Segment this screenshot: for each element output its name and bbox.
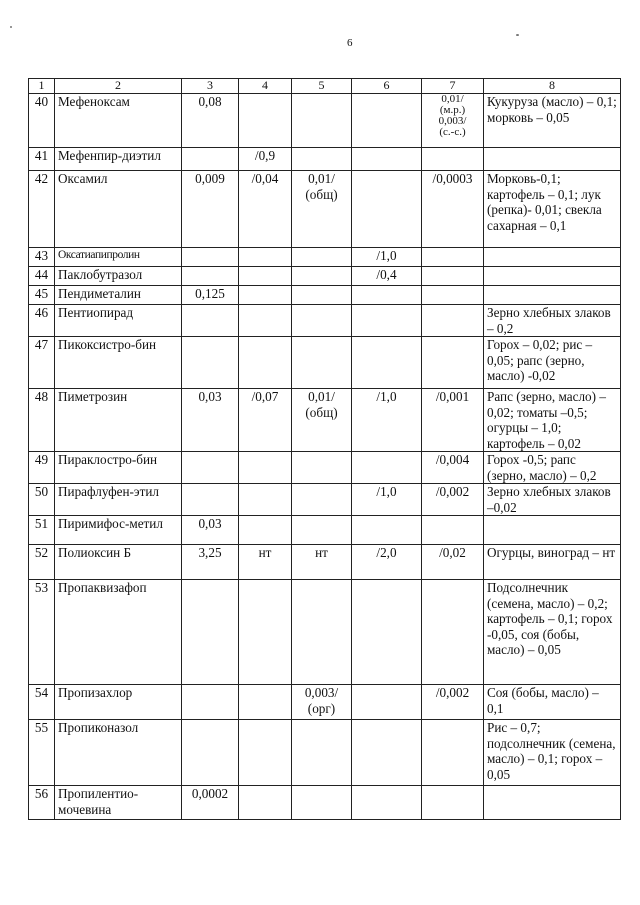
substance-name: Пропиконазол xyxy=(55,720,182,786)
cell-col4 xyxy=(239,580,292,685)
cell-col3: 0,125 xyxy=(182,286,239,305)
table-row xyxy=(29,305,621,337)
cell-col3 xyxy=(182,452,239,484)
cell-crops xyxy=(484,516,621,545)
table-row xyxy=(29,248,621,267)
cell-col3: 3,25 xyxy=(182,545,239,580)
cell-col3: 0,08 xyxy=(182,94,239,148)
page-number: 6 xyxy=(347,37,353,49)
cell-col6: /0,4 xyxy=(352,267,422,286)
data-table xyxy=(28,78,621,820)
cell-col5 xyxy=(292,248,352,267)
cell-crops xyxy=(484,286,621,305)
cell-crops: Зерно хлебных злаков – 0,2 xyxy=(484,305,621,337)
cell-col7 xyxy=(422,337,484,389)
cell-col7 xyxy=(422,786,484,820)
cell-col3: 0,009 xyxy=(182,171,239,248)
cell-col3 xyxy=(182,580,239,685)
cell-col3 xyxy=(182,720,239,786)
table-row xyxy=(29,94,621,148)
column-header: 5 xyxy=(292,79,352,94)
substance-name: Пропаквизафоп xyxy=(55,580,182,685)
scan-speck xyxy=(516,34,519,36)
header-row xyxy=(29,79,621,94)
cell-col4 xyxy=(239,685,292,720)
cell-col4: /0,07 xyxy=(239,389,292,452)
cell-col5 xyxy=(292,148,352,171)
row-number: 45 xyxy=(29,286,55,305)
substance-name: Оксамил xyxy=(55,171,182,248)
cell-col7 xyxy=(422,148,484,171)
row-number: 41 xyxy=(29,148,55,171)
cell-col6 xyxy=(352,516,422,545)
cell-col3 xyxy=(182,337,239,389)
cell-col7 xyxy=(422,248,484,267)
row-number: 50 xyxy=(29,484,55,516)
substance-name: Паклобутразол xyxy=(55,267,182,286)
cell-col5: 0,003/ (орг) xyxy=(292,685,352,720)
cell-col6 xyxy=(352,580,422,685)
cell-col3 xyxy=(182,148,239,171)
cell-col3 xyxy=(182,685,239,720)
cell-col5: 0,01/ (общ) xyxy=(292,389,352,452)
substance-name: Оксатиапипролин xyxy=(55,248,182,267)
row-number: 53 xyxy=(29,580,55,685)
cell-col4 xyxy=(239,286,292,305)
cell-col6 xyxy=(352,685,422,720)
cell-col4 xyxy=(239,452,292,484)
cell-col6: /1,0 xyxy=(352,389,422,452)
column-header: 1 xyxy=(29,79,55,94)
cell-col6 xyxy=(352,720,422,786)
cell-col7 xyxy=(422,516,484,545)
cell-col5 xyxy=(292,720,352,786)
table-row xyxy=(29,148,621,171)
cell-col3: 0,03 xyxy=(182,389,239,452)
cell-col4 xyxy=(239,305,292,337)
substance-name: Пропилентио-мочевина xyxy=(55,786,182,820)
cell-crops: Рис – 0,7; подсолнечник (семена, масло) – 0,1; горох – 0,05 xyxy=(484,720,621,786)
cell-col7 xyxy=(422,267,484,286)
column-header: 8 xyxy=(484,79,621,94)
row-number: 52 xyxy=(29,545,55,580)
cell-col5: 0,01/ (общ) xyxy=(292,171,352,248)
cell-crops xyxy=(484,248,621,267)
cell-col7 xyxy=(422,305,484,337)
cell-crops: Подсолнечник (семена, масло) – 0,2; картофель – 0,1; горох -0,05, соя (бобы, масло) – 0,05 xyxy=(484,580,621,685)
cell-col5 xyxy=(292,484,352,516)
cell-col3: 0,0002 xyxy=(182,786,239,820)
table-row xyxy=(29,580,621,685)
cell-crops: Горох – 0,02; рис – 0,05; рапс (зерно, масло) -0,02 xyxy=(484,337,621,389)
table-row xyxy=(29,545,621,580)
cell-col5 xyxy=(292,305,352,337)
table-row xyxy=(29,171,621,248)
cell-col5: нт xyxy=(292,545,352,580)
row-number: 48 xyxy=(29,389,55,452)
cell-col7: 0,01/ (м.р.) 0,003/ (с.-с.) xyxy=(422,94,484,148)
cell-col4 xyxy=(239,248,292,267)
cell-col7: /0,0003 xyxy=(422,171,484,248)
cell-col4 xyxy=(239,94,292,148)
column-header: 4 xyxy=(239,79,292,94)
cell-col5 xyxy=(292,94,352,148)
column-header: 2 xyxy=(55,79,182,94)
table-row xyxy=(29,484,621,516)
cell-col6 xyxy=(352,94,422,148)
table-row xyxy=(29,685,621,720)
cell-crops xyxy=(484,148,621,171)
cell-crops xyxy=(484,786,621,820)
table-row xyxy=(29,516,621,545)
table-row xyxy=(29,267,621,286)
row-number: 56 xyxy=(29,786,55,820)
substance-name: Мефенпир-диэтил xyxy=(55,148,182,171)
column-header: 6 xyxy=(352,79,422,94)
row-number: 43 xyxy=(29,248,55,267)
table-row xyxy=(29,452,621,484)
cell-col5 xyxy=(292,786,352,820)
column-header: 7 xyxy=(422,79,484,94)
table-row xyxy=(29,389,621,452)
cell-col4 xyxy=(239,786,292,820)
cell-col5 xyxy=(292,516,352,545)
row-number: 54 xyxy=(29,685,55,720)
cell-col6: /1,0 xyxy=(352,248,422,267)
table-row xyxy=(29,337,621,389)
cell-col7: /0,001 xyxy=(422,389,484,452)
cell-crops: Зерно хлебных злаков –0,02 xyxy=(484,484,621,516)
cell-col5 xyxy=(292,286,352,305)
cell-col6: /2,0 xyxy=(352,545,422,580)
cell-crops: Рапс (зерно, масло) –0,02; томаты –0,5; огурцы – 1,0; картофель – 0,02 xyxy=(484,389,621,452)
cell-col4: /0,9 xyxy=(239,148,292,171)
substance-name: Пендиметалин xyxy=(55,286,182,305)
substance-name: Пиримифос-метил xyxy=(55,516,182,545)
table-row xyxy=(29,720,621,786)
cell-col6 xyxy=(352,171,422,248)
row-number: 40 xyxy=(29,94,55,148)
cell-col5 xyxy=(292,337,352,389)
cell-col5 xyxy=(292,267,352,286)
substance-name: Мефеноксам xyxy=(55,94,182,148)
row-number: 44 xyxy=(29,267,55,286)
cell-col7 xyxy=(422,580,484,685)
substance-name: Пираклостро-бин xyxy=(55,452,182,484)
cell-col6: /1,0 xyxy=(352,484,422,516)
substance-name: Пикоксистро-бин xyxy=(55,337,182,389)
cell-crops: Горох -0,5; рапс (зерно, масло) – 0,2 xyxy=(484,452,621,484)
substance-name: Пропизахлор xyxy=(55,685,182,720)
cell-col7: /0,004 xyxy=(422,452,484,484)
row-number: 42 xyxy=(29,171,55,248)
row-number: 55 xyxy=(29,720,55,786)
cell-col5 xyxy=(292,580,352,685)
cell-col7 xyxy=(422,286,484,305)
cell-crops: Морковь-0,1; картофель – 0,1; лук (репка)- 0,01; свекла сахарная – 0,1 xyxy=(484,171,621,248)
scan-speck xyxy=(10,26,12,28)
cell-crops: Соя (бобы, масло) – 0,1 xyxy=(484,685,621,720)
cell-col6 xyxy=(352,148,422,171)
cell-col4 xyxy=(239,337,292,389)
cell-col4: нт xyxy=(239,545,292,580)
cell-col7 xyxy=(422,720,484,786)
column-header: 3 xyxy=(182,79,239,94)
cell-col4: /0,04 xyxy=(239,171,292,248)
cell-col7: /0,002 xyxy=(422,685,484,720)
cell-col3: 0,03 xyxy=(182,516,239,545)
substance-name: Пирафлуфен-этил xyxy=(55,484,182,516)
substance-name: Полиоксин Б xyxy=(55,545,182,580)
table-row xyxy=(29,286,621,305)
cell-crops xyxy=(484,267,621,286)
cell-col3 xyxy=(182,267,239,286)
cell-crops: Кукуруза (масло) – 0,1; морковь – 0,05 xyxy=(484,94,621,148)
row-number: 47 xyxy=(29,337,55,389)
substance-name: Пиметрозин xyxy=(55,389,182,452)
table-row xyxy=(29,786,621,820)
cell-col6 xyxy=(352,337,422,389)
cell-col4 xyxy=(239,516,292,545)
cell-col5 xyxy=(292,452,352,484)
cell-col7: /0,02 xyxy=(422,545,484,580)
cell-col6 xyxy=(352,305,422,337)
cell-col3 xyxy=(182,248,239,267)
cell-col4 xyxy=(239,267,292,286)
cell-col3 xyxy=(182,484,239,516)
row-number: 46 xyxy=(29,305,55,337)
substance-name: Пентиопирад xyxy=(55,305,182,337)
cell-col3 xyxy=(182,305,239,337)
cell-col4 xyxy=(239,484,292,516)
row-number: 51 xyxy=(29,516,55,545)
cell-col6 xyxy=(352,452,422,484)
cell-col6 xyxy=(352,286,422,305)
cell-col4 xyxy=(239,720,292,786)
cell-crops: Огурцы, виноград – нт xyxy=(484,545,621,580)
cell-col6 xyxy=(352,786,422,820)
row-number: 49 xyxy=(29,452,55,484)
cell-col7: /0,002 xyxy=(422,484,484,516)
